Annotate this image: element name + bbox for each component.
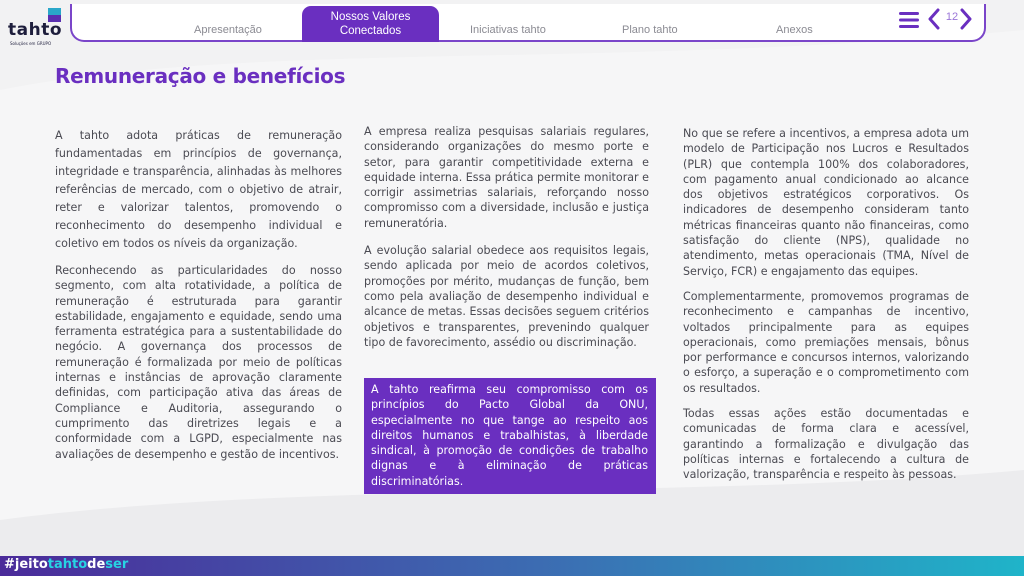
hashtag-symbol: # <box>4 557 15 572</box>
footer-bar <box>0 556 1024 576</box>
paragraph: Complementarmente, promovemos programas de reconhecimento e campanhas de incentivo, voltados principalmente para as equipes operacionais, como premiações mensais, bônus por performance e concursos internos, valorizando o esforço, a superação e o comprometimento com os resultados. <box>683 289 969 395</box>
tab-apresentacao[interactable]: Apresentação <box>194 24 262 36</box>
paragraph: Todas essas ações estão documentadas e comunicadas de forma clara e acessível, garantindo a formalização e divulgação das políticas internas e fortalecendo a cultura de valorização, transparência e respeito às pessoas. <box>683 407 969 482</box>
hashtag-word: ser <box>105 557 129 572</box>
top-navigation-bar <box>70 4 986 42</box>
page-title: Remuneração e benefícios <box>55 64 346 88</box>
menu-icon[interactable] <box>899 11 919 29</box>
tab-nossos-valores-conectados[interactable] <box>302 6 439 42</box>
hashtag-word: tahto <box>47 557 88 572</box>
paragraph: No que se refere a incentivos, a empresa adota um modelo de Participação nos Lucros e Resultados (PLR) que contempla 100% dos colaboradores, com pagamento anual condicionado ao alcance dos objetivos estratégicos corporativos. Os indicadores de desempenho consideram tanto métricas financeiras quanto não financeiras, como satisfação do cliente (NPS), qualidade no atendimento, metas operacionais (TMA, Nível de Serviço, FCR) e engajamento das equipes. <box>683 127 969 278</box>
page-number: 12 <box>945 11 959 23</box>
text-column-3 <box>683 126 969 493</box>
tab-active-line1: Nossos Valores <box>330 11 411 23</box>
paragraph: A empresa realiza pesquisas salariais regulares, considerando organizações do mesmo porte e setor, para garantir competitividade externa e equidade interna. Essa prática permite monitorar e corrigir assimetrias salariais, reforçando nosso compromisso com a diversidade, inclusão e justiça remuneratória. <box>364 125 649 230</box>
hashtag-word: de <box>87 557 106 572</box>
previous-page-icon[interactable] <box>930 10 938 28</box>
tab-anexos[interactable]: Anexos <box>776 24 813 36</box>
next-page-icon[interactable] <box>962 10 970 28</box>
footer-hashtag <box>4 557 128 572</box>
hashtag-word: jeito <box>14 557 48 572</box>
highlight-box <box>364 378 656 494</box>
paragraph: Reconhecendo as particularidades do nosso segmento, com alta rotatividade, a política de remuneração é estruturada para garantir estabilidade, engajamento e equidade, sendo uma ferramenta estratégica para a sustentabilidade do negócio. A governança dos processos de remuneração é formalizada por meio de políticas internas e instâncias de aprovação claramente definidas, com participação ativa das áreas de Compliance e Auditoria, assegurando o cumprimento das diretrizes legais e a conformidade com a LGPD, especialmente nas avaliações de desempenho e gestão de incentivos. <box>55 264 342 461</box>
logo-wordmark: tahto <box>8 20 63 40</box>
text-column-1 <box>55 127 342 472</box>
highlight-text: A tahto reafirma seu compromisso com os princípios do Pacto Global da ONU, especialmente no que tange ao respeito aos direitos humanos e trabalhistas, à liberdade sindical, à promoção de condições de trabalho dignas e à eliminação de práticas discriminatórias. <box>371 383 648 488</box>
tab-active-line2: Conectados <box>339 25 402 37</box>
logo-tagline: Soluções em GRUPO <box>10 41 52 46</box>
tab-plano-tahto[interactable]: Plano tahto <box>622 24 678 36</box>
paragraph: A evolução salarial obedece aos requisitos legais, sendo aplicada por meio de acordos coletivos, promoções por mérito, mudanças de função, bem como pela avaliação de desempenho individual e alcance de metas. Essas decisões seguem critérios objetivos e transparentes, prevenindo qualquer tipo de favorecimento, assédio ou discriminação. <box>364 244 649 349</box>
tahto-logo[interactable] <box>8 6 68 46</box>
tab-iniciativas-tahto[interactable]: Iniciativas tahto <box>470 24 546 36</box>
paragraph: A tahto adota práticas de remuneração fundamentadas em princípios de governança, integridade e transparência, alinhadas às melhores referências de mercado, com o objetivo de atrair, reter e valorizar talentos, promovendo o reconhecimento do desempenho individual e coletivo em todos os níveis da organização. <box>55 129 342 250</box>
text-column-2 <box>364 124 649 360</box>
